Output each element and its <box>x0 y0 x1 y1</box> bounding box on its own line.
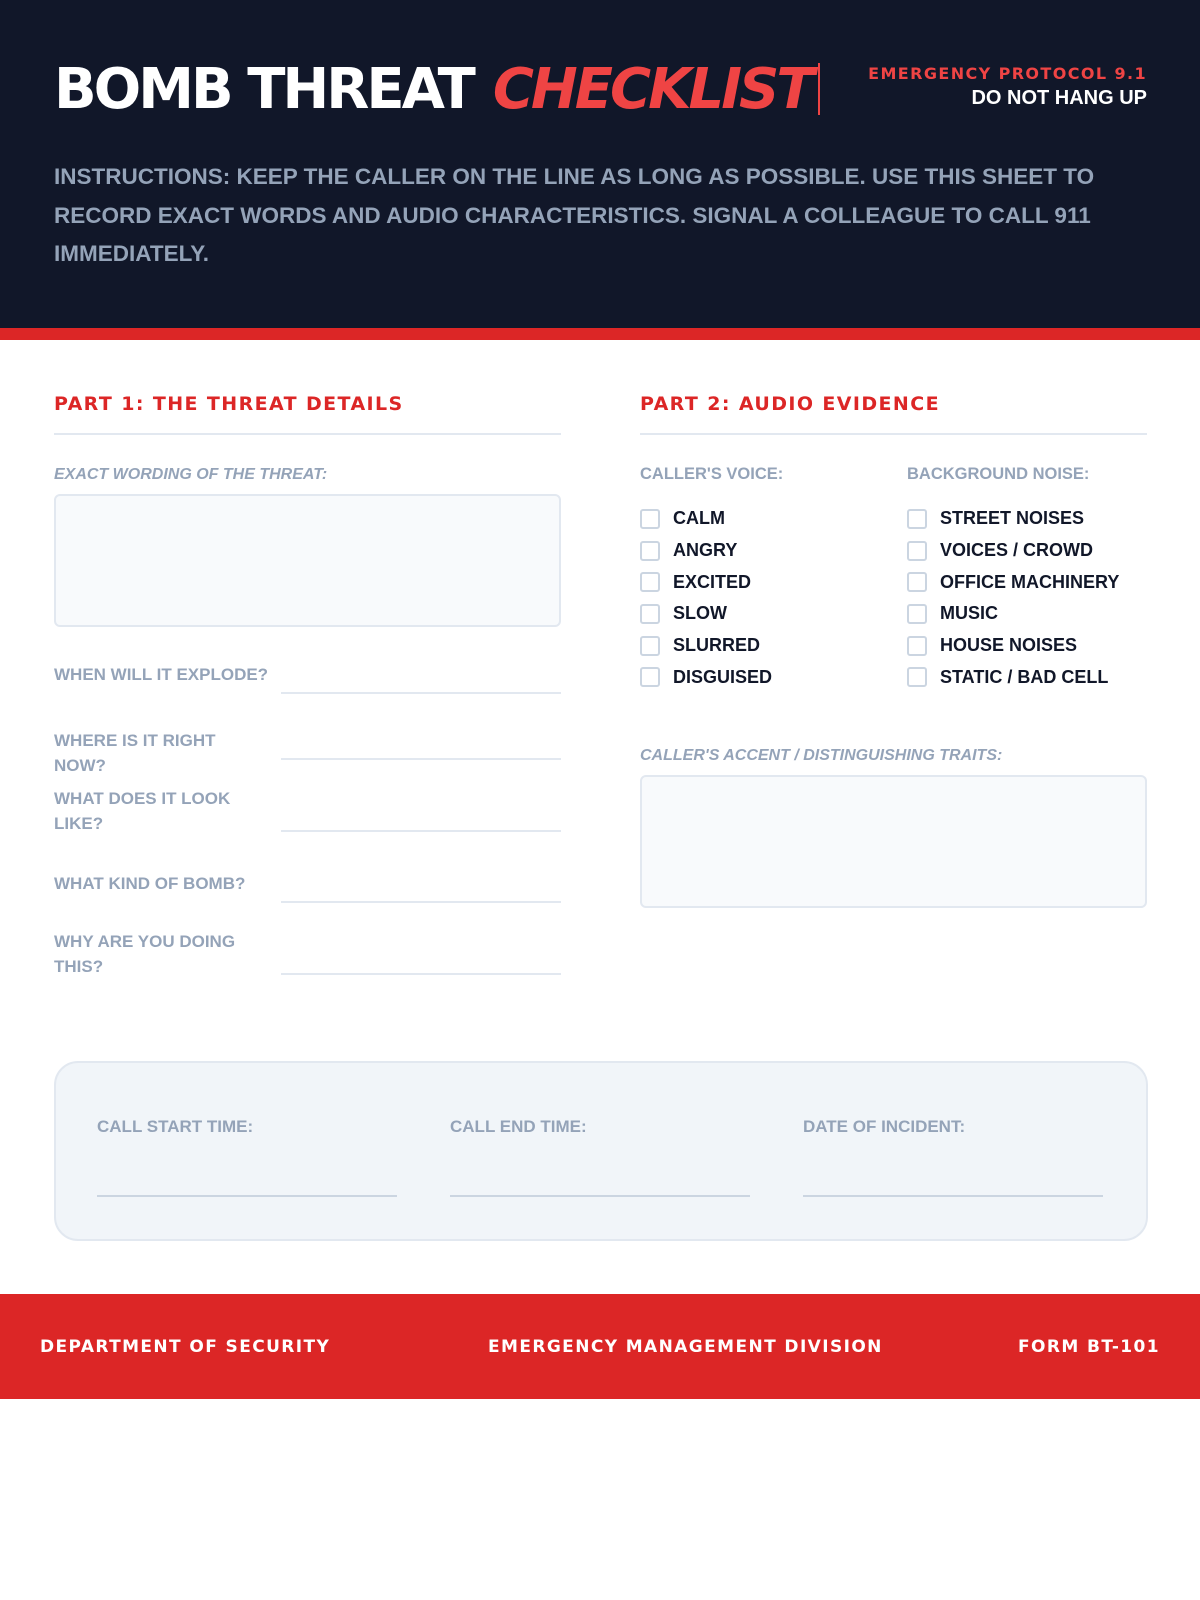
checkbox[interactable] <box>640 604 660 624</box>
checkbox[interactable] <box>640 572 660 592</box>
question-label-where: WHERE IS IT RIGHT NOW? <box>54 731 216 775</box>
noise-option[interactable] <box>907 661 1119 693</box>
protocol-warning: DO NOT HANG UP <box>971 87 1147 109</box>
footer-banner <box>0 1294 1200 1399</box>
incident-date-field[interactable] <box>803 1195 1103 1197</box>
call-start-field[interactable] <box>97 1195 397 1197</box>
callers-voice-list <box>640 503 772 693</box>
callers-voice-heading: CALLER'S VOICE: <box>640 465 784 483</box>
answer-field-where[interactable] <box>281 758 561 760</box>
noise-option-label: STREET NOISES <box>940 508 1085 529</box>
voice-option[interactable] <box>640 503 772 535</box>
call-end-field[interactable] <box>450 1195 750 1197</box>
noise-option-label: OFFICE MACHINERY <box>940 571 1120 592</box>
voice-option[interactable] <box>640 630 772 662</box>
voice-option[interactable] <box>640 535 772 567</box>
noise-option[interactable] <box>907 566 1119 598</box>
noise-option-label: MUSIC <box>940 603 998 624</box>
answer-field-why[interactable] <box>281 973 561 975</box>
noise-option-label: HOUSE NOISES <box>940 635 1078 656</box>
noise-option-label: STATIC / BAD CELL <box>940 666 1109 687</box>
threat-wording-field[interactable] <box>54 494 561 627</box>
incident-date-label: DATE OF INCIDENT: <box>803 1117 966 1136</box>
background-noise-heading: BACKGROUND NOISE: <box>907 465 1090 483</box>
answer-field-kind[interactable] <box>281 901 561 903</box>
call-end-label: CALL END TIME: <box>450 1117 587 1136</box>
instructions-text: INSTRUCTIONS: KEEP THE CALLER ON THE LINE AS LONG AS POSSIBLE. USE THIS SHEET TO RECORD EXACT WORDS AND AUDIO CHARACTERISTICS. SIGNAL A COLLEAGUE TO CALL 911 IMMEDIATELY. <box>54 164 1095 266</box>
voice-option-label: SLURRED <box>673 635 761 656</box>
part2-title: PART 2: AUDIO EVIDENCE <box>640 393 940 415</box>
page-title <box>54 54 820 124</box>
noise-option[interactable] <box>907 503 1119 535</box>
checkbox[interactable] <box>640 541 660 561</box>
header-divider-stripe <box>0 328 1200 340</box>
checkbox[interactable] <box>640 667 660 687</box>
answer-field-look[interactable] <box>281 830 561 832</box>
voice-option-label: ANGRY <box>673 540 738 561</box>
footer-department: DEPARTMENT OF SECURITY <box>40 1336 331 1357</box>
voice-option-label: CALM <box>673 508 725 529</box>
noise-option-label: VOICES / CROWD <box>940 540 1094 561</box>
title-cursor-bar <box>818 63 820 115</box>
part1-rule <box>54 433 561 435</box>
noise-option[interactable] <box>907 630 1119 662</box>
part2-rule <box>640 433 1147 435</box>
voice-option[interactable] <box>640 566 772 598</box>
noise-option[interactable] <box>907 535 1119 567</box>
caller-accent-field[interactable] <box>640 775 1147 908</box>
question-label-look: WHAT DOES IT LOOK LIKE? <box>54 789 231 833</box>
protocol-code: EMERGENCY PROTOCOL 9.1 <box>868 64 1147 83</box>
checkbox[interactable] <box>907 509 927 529</box>
threat-wording-label: EXACT WORDING OF THE THREAT: <box>54 466 328 483</box>
noise-option[interactable] <box>907 598 1119 630</box>
footer-division: EMERGENCY MANAGEMENT DIVISION <box>488 1336 883 1357</box>
background-noise-list <box>907 503 1119 693</box>
question-label-when: WHEN WILL IT EXPLODE? <box>54 665 269 684</box>
voice-option[interactable] <box>640 661 772 693</box>
checkbox[interactable] <box>907 572 927 592</box>
voice-option-label: EXCITED <box>673 571 752 592</box>
answer-field-when[interactable] <box>281 692 561 694</box>
checkbox[interactable] <box>640 636 660 656</box>
call-start-label: CALL START TIME: <box>97 1117 254 1136</box>
title-accent: CHECKLIST <box>492 56 812 122</box>
part1-title: PART 1: THE THREAT DETAILS <box>54 393 404 415</box>
question-label-kind: WHAT KIND OF BOMB? <box>54 874 246 893</box>
checkbox[interactable] <box>907 541 927 561</box>
protocol-block <box>868 64 1147 110</box>
voice-option[interactable] <box>640 598 772 630</box>
checkbox[interactable] <box>907 636 927 656</box>
caller-accent-label: CALLER'S ACCENT / DISTINGUISHING TRAITS: <box>640 747 1003 764</box>
header-banner <box>0 0 1200 328</box>
call-time-panel <box>54 1061 1148 1241</box>
checkbox[interactable] <box>907 604 927 624</box>
checkbox[interactable] <box>907 667 927 687</box>
footer-form-id: FORM BT-101 <box>1018 1336 1160 1357</box>
checkbox[interactable] <box>640 509 660 529</box>
question-label-why: WHY ARE YOU DOING THIS? <box>54 932 236 976</box>
voice-option-label: SLOW <box>673 603 727 624</box>
title-main: BOMB THREAT <box>54 56 473 122</box>
voice-option-label: DISGUISED <box>673 666 773 687</box>
